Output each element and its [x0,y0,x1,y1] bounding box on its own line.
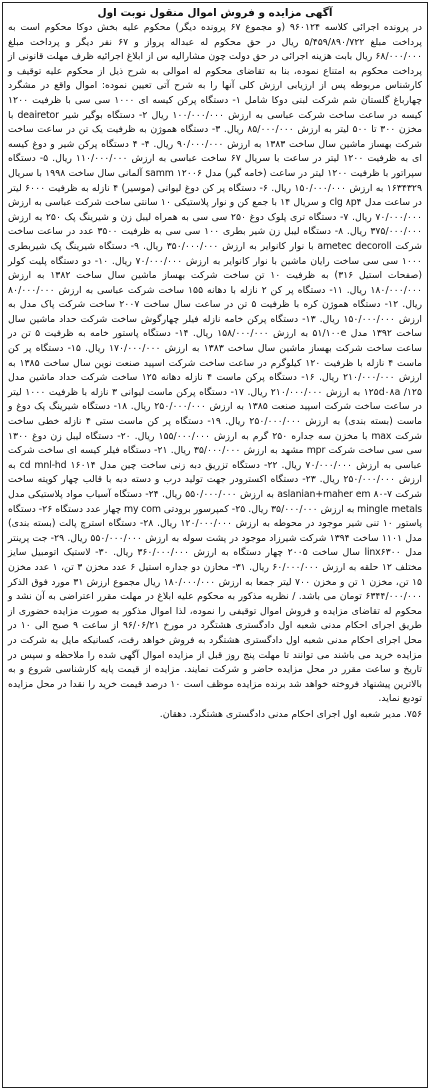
auction-notice [2,2,428,1088]
notice-body: در پرونده اجرائی کلاسه ۹۶۰۱۲۴ (و مجموع ۶۷ پرونده دیگر) محکوم علیه بخش دوکا محکوم است به پرداخت مبلغ ۵/۴۵۹/۸۹۰/۷۲۲ ریال در حق محکوم له عبداله پرواز و ۶۷ نفر دیگر و پرداخت مبلغ ۶۸/۰۰۰/۰۰۰ ریال بابت هزینه اجرائی در حق دولت چون مشارالیه س از ابلاغ اجرائیه ظرف مهلت قانونی از پرداخت محکوم به امتناع نموده، بنا به تقاضای محکوم له اموالی به شرح ذیل از محکوم علیه توقیف و کارشناس مربوطه پس از ارزیابی ارزش کلی آنها را به شرح آتی تعیین نموده: اموال واقع در مشگرد چهارباغ گلستان شم شرکت لبنی دوکا شامل ۱- دستگاه پرکن کیسه ای ۱۰۰۰ سی سی با ظرفیت ۱۲۰۰ کیسه در ساعت ساخت شرکت عباسی به ارزش ۱۰۰/۰۰۰/۰۰۰ ریال ۲- دستگاه بوگیر شیر deairetor با مخزن ۳۰۰ تا ۵۰۰ لیتر به ارزش ۸۵/۰۰۰/۰۰۰ ریال. ۳- دستگاه هموژن به ظرفیت یک تن در ساعت ساخت شرکت بهساز ماشین سال ساخت ۱۳۸۳ به ارزش ۹۰/۰۰۰/۰۰۰ ریال. ۴- ۴ دستگاه پرکن شیر و دوغ کیسه ای به ظرفیت ۱۲۰۰ لیتر در ساعت با سریال ۶۷ ساخت عباسی به ارزش ۱۱۰/۰۰۰/۰۰۰ ریال. ۵- دستگاه سپراتور با ظرفیت ۱۲۰۰ لیتر در ساعت (خامه گیر) مدل samm ۱۲۰۰۶ آلمانی سال ساخت ۱۹۹۸ با سریال ۱۶۳۴۳۲۹ به ارزش ۱۵۰/۰۰۰/۰۰۰ ریال. ۶- دستگاه پر کن دوغ لیوانی (موسیر) ۴ نازله به ظرفیت ۶۰۰۰ لیتر در ساعت مدل clg ۸p۴ و سریال ۱۴ با جمع کن و نوار پلاستیکی ۱۰ سانتی ساخت شرکت عباسی به ارزش ۷۰/۰۰۰/۰۰۰ ریال. ۷- دستگاه تری پلوک دوغ ۲۵۰ سی سی به همراه لیبل زن و شیرینگ پک ۲۵۰ به ارزش ۳۷۵/۰۰۰/۰۰۰ ریال. ۸- دستگاه لیبل زن شیر بطری ۱۰۰ سی سی به ظرفیت ۳۵۰۰ عدد در ساعت ساخت شرکت ametec decoroll با نوار کانوایر به ارزش ۳۵۰/۰۰۰/۰۰۰ ریال. ۹- دستگاه شیرینگ پک شیربطری ۱۰۰۰ سی سی ساخت رایان ماشین با نوار کانوایر به ارزش ۷۰/۰۰۰/۰۰۰ ریال. ۱۰- دو دستگاه پلیت کولر (صفحات استیل ۳۱۶) به ظرفیت ۱۰ تن ساخت شرکت بهساز ماشین سال ساخت ۱۳۸۲ به ارزش ۱۸۰/۰۰۰/۰۰۰ ریال. ۱۱- دستگاه پر کن ۲ نازله با دهانه ۱۵۵ ساخت شرکت عباسی به ارزش ۸۰/۰۰۰/۰۰۰ ریال. ۱۲- دستگاه هموژن کره با ظرفیت ۵ تن در ساعت سال ساخت ۲۰۰۷ ساخت شرکت پاک مدل به ارزش ۱۵۰/۰۰۰/۰۰۰ ریال. ۱۳- دستگاه پرکن خامه نازله فیلر چهارگوش ساخت شرکت حداد ماشین سال ساخت ۱۳۹۲ مدل ۵۱/۱۰۰e به ارزش ۱۵۸/۰۰۰/۰۰۰ ریال. ۱۴- دستگاه پاستور خامه به ظرفیت ۵ تن در ساعت ساخت شرکت بهساز ماشین سال ساخت ۱۳۸۳ به ارزش ۱۷۰/۰۰۰/۰۰۰ ریال. ۱۵- دستگاه پر کن ماست ۴ نازله با ظرفیت ۱۲۰ کیلوگرم در ساعت ساخت شرکت اسپید صنعت نوین سال ساخت ۱۳۸۵ به ارزش ۲۱۰/۰۰۰/۰۰۰ ریال. ۱۶- دستگاه پرکن ماست ۴ نازله دهانه ۱۲۵ ساخت شرکت حداد ماشین مدل ۱۲۵/ ۱۲۵d۰۸a به ارزش ۲۱۰/۰۰۰/۰۰۰ ریال. ۱۷- دستگاه پرکن ماست لیوانی ۳ نازله با ظرفیت ۱۰۰۰ لیتر در ساعت ساخت شرکت اسپید صنعت ۱۳۸۵ به ارزش ۲۵۰/۰۰۰/۰۰۰ ریال. ۱۸- دستگاه شیرینگ پک دوغ و ماست (بسته بندی) به ارزش ۲۵۰/۰۰۰/۰۰۰ ریال. ۱۹- دستگاه پر کن ماست ستی ۴ نازله خطی ساخت شرکت max با مخزن سه جداره ۲۵۰ گرم به ارزش ۱۵۵/۰۰۰/۰۰۰ ریال. ۲۰- دستگاه لیبل زن دوغ ۱۳۰۰ سی سی ساخت شرکت mpr مشهد به ارزش ۳۵/۰۰۰/۰۰۰ ریال. ۲۱- دستگاه فیلر کیسه ای ساخت شرکت عباسی به ارزش ۷۰/۰۰۰/۰۰۰ ریال. ۲۲- دستگاه تزریق دبه زنی ساخت چین مدل ۱۶۰۱۴ cd mnl-hd به ارزش ۲۵۰/۰۰۰/۰۰۰ ریال. ۲۳- دستگاه اکسترودر جهت تولید درب و دسته دبه با قالب چهار کویته ساخت شرکت aslanian+maher em ۸۰-۷ به ارزش ۵۵۰/۰۰۰/۰۰۰ ریال. ۲۴- دستگاه آسیاب مواد پلاستیکی مدل mingle metals به ارزش ۳۵/۰۰۰/۰۰۰ ریال. ۲۵- کمپرسور برودتی my com چهار عدد دستگاه ۲۶- دستگاه پاستور ۱۰ تنی شیر موجود در محوطه به ارزش ۱۲۰/۰۰۰/۰۰۰ ریال. ۲۸- دستگاه استرچ پالت (بسته بندی) مدل ۱۱۰۱ ساخت ۱۳۹۴ شرکت شیرزاد موجود در پشت سوله به ارزش ۵۵۰/۰۰۰/۰۰۰ ریال. ۲۹- جت پرینتر مدل linx۶۳۰۰ سال ساخت ۲۰۰۵ چهار دستگاه به ارزش ۳۶۰/۰۰۰/۰۰۰ ریال. ۳۰- لاستیک اتومبیل سایز مختلف ۱۲ حلقه به ارزش ۶۰/۰۰۰/۰۰۰ ریال. ۳۱- مخازن دو جداره استیل ۶ عدد مخزن ۳ تن، ۱ عدد مخزن ۱۵ تن، مخزن ۱ تن و مخزن ۷۰۰ لیتر جمعا به ارزش ۱۸۰/۰۰۰/۰۰۰ ریال مجموع ارزش ۳۱ مورد فوق الذکر ۶۳۴۴/۰۰۰/۰۰۰ تومان می باشد. / نظریه مذکور به محکوم علیه ابلاغ در مهلت مقرر اعتراضی به آن نشد و محکوم له تقاضای مزایده و فروش اموال توقیفی را نموده، لذا اموال مذکور به صورت مزایده حضوری از طریق اجرای احکام مدنی شعبه اول دادگستری هشتگرد در مورخ ۹۶/۰۶/۲۱ از ساعت ۹ صبح الی ۱۰ در محل اجرای احکام مدنی شعبه اول دادگستری هشتگرد به فروش خواهد رفت، کسانیکه مایل به شرکت در مزایده خرید می باشند می توانند تا مهلت پنج روز قبل از مزایده اموال آگهی شده را ملاحظه و سپس در تاریخ و ساعت مقرر در محل مزایده حاضر و شرکت نمایند. مزایده از قیمت پایه کارشناسی شروع و به بالاترین پیشنهاد فروخته خواهد شد برنده مزایده موظف است ۱۰ درصد قیمت خرید را نقدا در محل مزایده تودیع نماید. [8,22,423,705]
notice-title: آگهی مزایده و فروش اموال منقول نوبت اول [97,7,333,19]
notice-signature: ۷۵۶. مدیر شعبه اول اجرای احکام مدنی دادگستری هشتگرد. دهقان. [159,708,422,720]
